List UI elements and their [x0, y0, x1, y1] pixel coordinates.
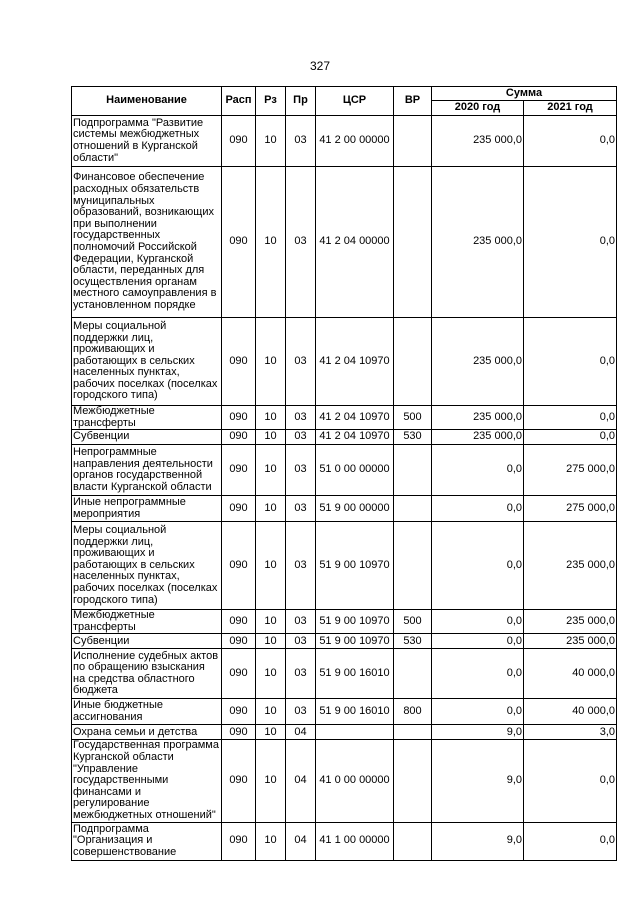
cell-2021: 3,0 — [524, 725, 617, 740]
cell-rasp: 090 — [222, 822, 256, 860]
cell-rz: 10 — [256, 496, 286, 522]
cell-vr: 500 — [394, 406, 432, 430]
cell-vr — [394, 649, 432, 699]
cell-2020: 235 000,0 — [432, 116, 524, 167]
cell-vr: 530 — [394, 634, 432, 649]
table-row — [72, 318, 617, 406]
table-row — [72, 699, 617, 725]
cell-pr: 03 — [286, 116, 316, 167]
cell-2021: 40 000,0 — [524, 649, 617, 699]
cell-rasp: 090 — [222, 496, 256, 522]
cell-pr: 03 — [286, 610, 316, 634]
header-rz: Рз — [256, 87, 286, 116]
cell-2021: 235 000,0 — [524, 610, 617, 634]
table-row — [72, 740, 617, 822]
header-vr: ВР — [394, 87, 432, 116]
cell-2021: 0,0 — [524, 167, 617, 318]
page-number: 327 — [309, 59, 331, 73]
cell-2020: 0,0 — [432, 496, 524, 522]
table-row — [72, 649, 617, 699]
cell-2021: 235 000,0 — [524, 634, 617, 649]
header-csr: ЦСР — [316, 87, 394, 116]
cell-vr: 800 — [394, 699, 432, 725]
cell-pr: 04 — [286, 740, 316, 822]
cell-2021: 275 000,0 — [524, 445, 617, 496]
cell-2021: 0,0 — [524, 318, 617, 406]
cell-csr: 51 9 00 16010 — [316, 699, 394, 725]
cell-2020: 0,0 — [432, 445, 524, 496]
cell-rz: 10 — [256, 634, 286, 649]
cell-rz: 10 — [256, 725, 286, 740]
cell-pr: 03 — [286, 649, 316, 699]
cell-pr: 03 — [286, 318, 316, 406]
cell-rasp: 090 — [222, 167, 256, 318]
cell-csr: 41 2 04 10970 — [316, 406, 394, 430]
cell-rasp: 090 — [222, 406, 256, 430]
cell-2020: 0,0 — [432, 522, 524, 610]
cell-rz: 10 — [256, 430, 286, 445]
cell-rasp: 090 — [222, 610, 256, 634]
cell-rasp: 090 — [222, 445, 256, 496]
table-row — [72, 406, 617, 430]
table-row — [72, 430, 617, 445]
cell-csr: 51 9 00 10970 — [316, 634, 394, 649]
table-row — [72, 116, 617, 167]
cell-pr: 03 — [286, 167, 316, 318]
cell-rasp: 090 — [222, 430, 256, 445]
cell-csr: 41 1 00 00000 — [316, 822, 394, 860]
header-sum: Сумма — [432, 87, 617, 101]
cell-pr: 03 — [286, 406, 316, 430]
header-rasp: Расп — [222, 87, 256, 116]
table-row — [72, 522, 617, 610]
table-row — [72, 610, 617, 634]
cell-rasp: 090 — [222, 740, 256, 822]
header-pr: Пр — [286, 87, 316, 116]
cell-pr: 03 — [286, 522, 316, 610]
cell-rz: 10 — [256, 445, 286, 496]
cell-name: Исполнение судебных актов по обращению взыскания на средства областного бюджета — [72, 649, 222, 699]
cell-2020: 0,0 — [432, 699, 524, 725]
cell-rz: 10 — [256, 740, 286, 822]
cell-pr: 03 — [286, 699, 316, 725]
cell-name: Подпрограмма "Развитие системы межбюджетных отношений в Курганской области" — [72, 116, 222, 167]
cell-vr — [394, 822, 432, 860]
cell-vr — [394, 445, 432, 496]
cell-rz: 10 — [256, 610, 286, 634]
cell-pr: 03 — [286, 445, 316, 496]
cell-2021: 0,0 — [524, 406, 617, 430]
cell-name: Межбюджетные трансферты — [72, 406, 222, 430]
cell-2020: 235 000,0 — [432, 406, 524, 430]
cell-vr — [394, 725, 432, 740]
cell-rasp: 090 — [222, 116, 256, 167]
cell-rz: 10 — [256, 822, 286, 860]
cell-vr — [394, 167, 432, 318]
cell-vr — [394, 496, 432, 522]
cell-csr: 41 2 04 10970 — [316, 318, 394, 406]
cell-rasp: 090 — [222, 699, 256, 725]
table-row — [72, 725, 617, 740]
cell-rz: 10 — [256, 167, 286, 318]
cell-2020: 9,0 — [432, 725, 524, 740]
cell-vr — [394, 522, 432, 610]
cell-csr — [316, 725, 394, 740]
header-year-2020: 2020 год — [432, 101, 524, 116]
cell-name: Государственная программа Курганской области "Управление государственными финансами и регулирование межбюджетных отношений" — [72, 740, 222, 822]
cell-pr: 03 — [286, 430, 316, 445]
cell-name: Субвенции — [72, 634, 222, 649]
cell-2020: 235 000,0 — [432, 167, 524, 318]
cell-2021: 235 000,0 — [524, 522, 617, 610]
cell-rz: 10 — [256, 318, 286, 406]
cell-name: Непрограммные направления деятельности органов государственной власти Курганской области — [72, 445, 222, 496]
cell-csr: 51 9 00 00000 — [316, 496, 394, 522]
budget-table — [71, 86, 617, 861]
cell-2021: 0,0 — [524, 430, 617, 445]
cell-rz: 10 — [256, 649, 286, 699]
table-row — [72, 445, 617, 496]
cell-name: Финансовое обеспечение расходных обязательств муниципальных образований, возникающих при выполнении государственных полномочий Российской Федерации, Курганской области, переданных для осуществления органам местного самоуправления в установленном порядке — [72, 167, 222, 318]
cell-rz: 10 — [256, 406, 286, 430]
header-name: Наименование — [72, 87, 222, 116]
cell-vr — [394, 116, 432, 167]
cell-name: Подпрограмма "Организация и совершенствование — [72, 822, 222, 860]
cell-vr: 530 — [394, 430, 432, 445]
table-row — [72, 822, 617, 860]
cell-vr — [394, 740, 432, 822]
table-row — [72, 496, 617, 522]
cell-name: Иные бюджетные ассигнования — [72, 699, 222, 725]
cell-csr: 51 0 00 00000 — [316, 445, 394, 496]
cell-csr: 51 9 00 10970 — [316, 610, 394, 634]
cell-name: Охрана семьи и детства — [72, 725, 222, 740]
cell-2020: 9,0 — [432, 740, 524, 822]
cell-name: Меры социальной поддержки лиц, проживающих и работающих в сельских населенных пунктах, рабочих поселках (поселках городского типа) — [72, 522, 222, 610]
cell-rasp: 090 — [222, 318, 256, 406]
cell-rz: 10 — [256, 699, 286, 725]
cell-csr: 51 9 00 10970 — [316, 522, 394, 610]
cell-pr: 04 — [286, 822, 316, 860]
cell-vr: 500 — [394, 610, 432, 634]
cell-csr: 41 2 04 00000 — [316, 167, 394, 318]
cell-pr: 04 — [286, 725, 316, 740]
cell-vr — [394, 318, 432, 406]
cell-2021: 0,0 — [524, 740, 617, 822]
cell-name: Иные непрограммные мероприятия — [72, 496, 222, 522]
cell-pr: 03 — [286, 496, 316, 522]
cell-pr: 03 — [286, 634, 316, 649]
cell-rz: 10 — [256, 522, 286, 610]
table-body — [72, 116, 617, 861]
cell-csr: 51 9 00 16010 — [316, 649, 394, 699]
cell-2020: 0,0 — [432, 634, 524, 649]
table-row — [72, 634, 617, 649]
header-row — [72, 87, 617, 101]
cell-csr: 41 2 04 10970 — [316, 430, 394, 445]
cell-name: Межбюджетные трансферты — [72, 610, 222, 634]
cell-2021: 275 000,0 — [524, 496, 617, 522]
cell-name: Субвенции — [72, 430, 222, 445]
cell-2021: 0,0 — [524, 822, 617, 860]
cell-2020: 0,0 — [432, 649, 524, 699]
cell-rasp: 090 — [222, 522, 256, 610]
cell-2020: 0,0 — [432, 610, 524, 634]
cell-2020: 235 000,0 — [432, 430, 524, 445]
cell-2021: 0,0 — [524, 116, 617, 167]
cell-rz: 10 — [256, 116, 286, 167]
cell-2021: 40 000,0 — [524, 699, 617, 725]
cell-rasp: 090 — [222, 634, 256, 649]
cell-csr: 41 2 00 00000 — [316, 116, 394, 167]
header-year-2021: 2021 год — [524, 101, 617, 116]
cell-2020: 9,0 — [432, 822, 524, 860]
cell-2020: 235 000,0 — [432, 318, 524, 406]
table-row — [72, 167, 617, 318]
cell-name: Меры социальной поддержки лиц, проживающих и работающих в сельских населенных пунктах, рабочих поселках (поселках городского типа) — [72, 318, 222, 406]
cell-rasp: 090 — [222, 725, 256, 740]
cell-rasp: 090 — [222, 649, 256, 699]
cell-csr: 41 0 00 00000 — [316, 740, 394, 822]
